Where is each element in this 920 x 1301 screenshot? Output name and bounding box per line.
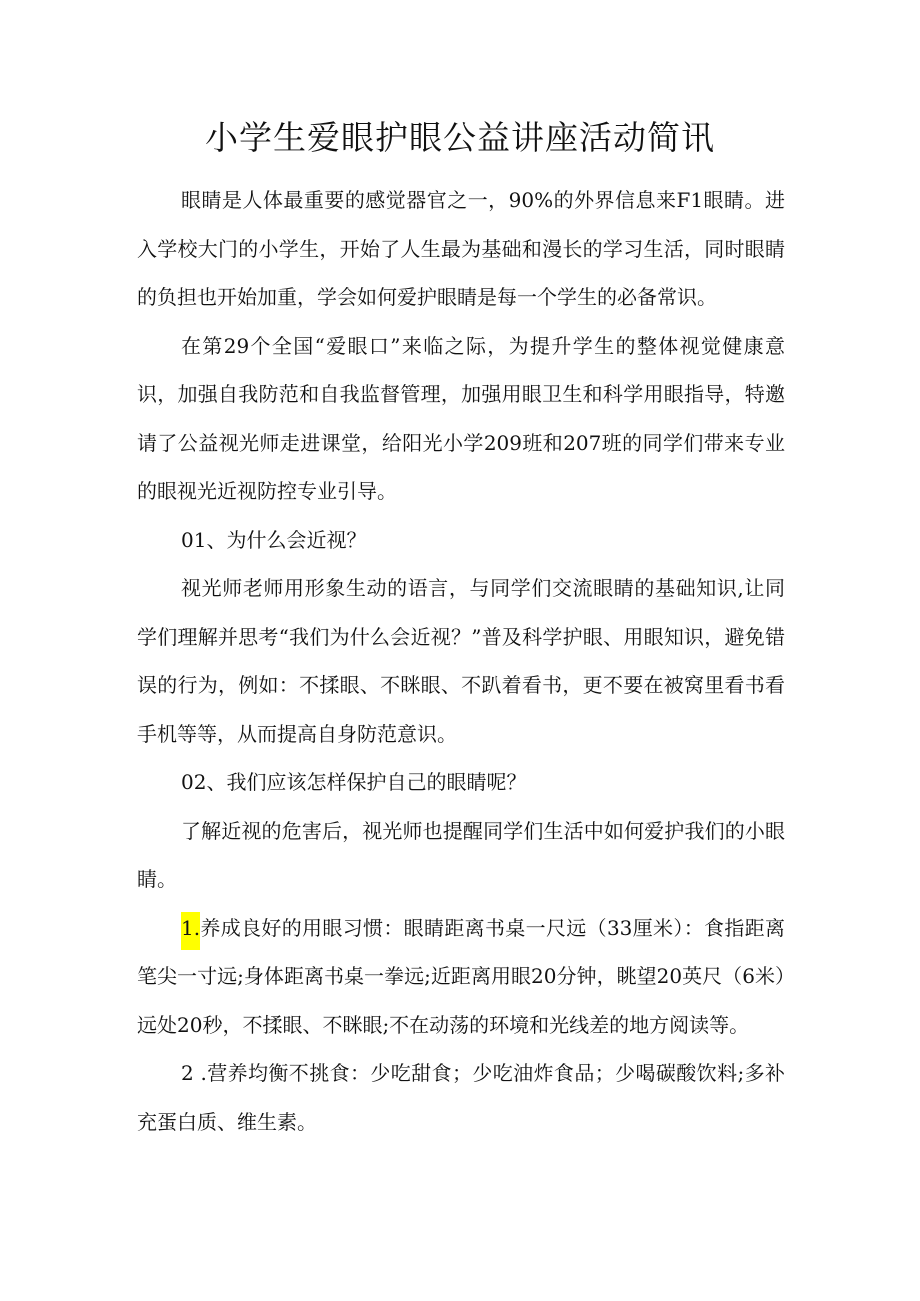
document-body xyxy=(137,176,785,1146)
section-heading-1: 01、为什么会近视？ xyxy=(181,527,367,552)
list-item-1-text: 养成良好的用眼习惯：眼睛距离书桌一尺远（33厘米）：食指距离笔尖一寸远;身体距离书桌一拳远;近距离用眼20分钟，眺望20英尺（6米）远处20秒，不揉眼、不眯眼;不在动荡的环境和光线差的地方阅读等。 xyxy=(137,915,785,1037)
paragraph-event: 在第29个全国“爱眼口”来临之际，为提升学生的整体视觉健康意识，加强自我防范和自我监督管理，加强用眼卫生和科学用眼指导，特邀请了公益视光师走进课堂，给阳光小学209班和207班的同学们带来专业的眼视光近视防控专业引导。 xyxy=(137,333,785,503)
section-heading-2: 02、我们应该怎样保护自己的眼睛呢？ xyxy=(181,770,527,794)
list-item-1 xyxy=(137,904,785,1050)
paragraph-section-1: 视光师老师用形象生动的语言，与同学们交流眼睛的基础知识,让同学们理解并思考“我们为什么会近视？”普及科学护眼、用眼知识，避免错误的行为，例如：不揉眼、不眯眼、不趴着看书，更不要在被窝里看书看手机等等，从而提高自身防范意识。 xyxy=(137,576,785,746)
paragraph-section-2-intro: 了解近视的危害后，视光师也提醒同学们生活中如何爱护我们的小眼睛。 xyxy=(137,818,785,891)
list-item-2: 2 .营养均衡不挑食：少吃甜食；少吃油炸食品；少喝碳酸饮料;多补充蛋白质、维生素。 xyxy=(137,1061,785,1134)
document-title: 小学生爱眼护眼公益讲座活动简讯 xyxy=(205,118,715,157)
paragraph-intro: 眼睛是人体最重要的感觉器官之一，90%的外界信息来F1眼睛。进入学校大门的小学生，开始了人生最为基础和漫长的学习生活，同时眼睛的负担也开始加重，学会如何爱护眼睛是每一个学生的必备常识。 xyxy=(137,188,785,309)
list-item-1-number: 1. xyxy=(181,912,200,950)
